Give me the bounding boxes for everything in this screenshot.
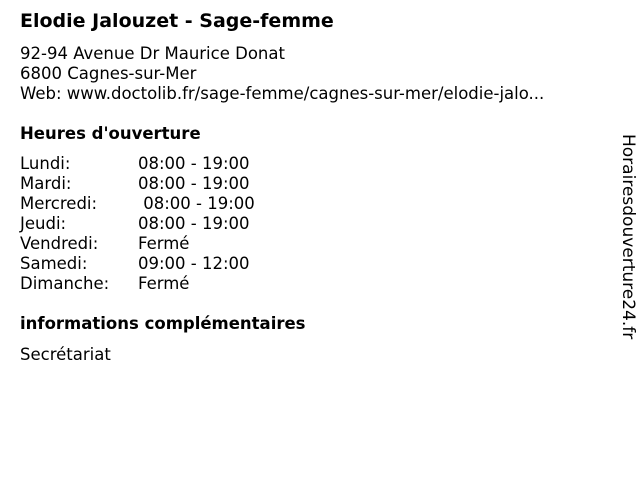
hours-row-dimanche [20,274,255,294]
address-street: 92-94 Avenue Dr Maurice Donat [20,44,285,63]
day-label: Vendredi: [20,234,99,253]
hours-row-vendredi [20,234,255,254]
additional-info-heading: informations complémentaires [20,314,306,333]
day-hours: 09:00 - 12:00 [138,254,250,273]
hours-row-jeudi [20,214,255,234]
day-hours: 08:00 - 19:00 [138,194,255,213]
page-title: Elodie Jalouzet - Sage-femme [20,10,334,32]
day-label: Mercredi: [20,194,98,213]
day-hours: 08:00 - 19:00 [138,214,250,233]
day-label: Jeudi: [20,214,67,233]
hours-row-mercredi [20,194,255,214]
opening-hours-list [20,154,255,294]
hours-row-lundi [20,154,255,174]
address-city: 6800 Cagnes-sur-Mer [20,64,197,83]
day-hours: 08:00 - 19:00 [138,154,250,173]
opening-hours-heading: Heures d'ouverture [20,124,201,143]
address-block [20,44,544,104]
day-hours: Fermé [138,234,190,253]
website-link[interactable]: Web: www.doctolib.fr/sage-femme/cagnes-sur-mer/elodie-jalo... [20,84,545,103]
day-label: Dimanche: [20,274,110,293]
day-hours: Fermé [138,274,190,293]
day-label: Lundi: [20,154,71,173]
additional-info-text: Secrétariat [20,345,111,364]
day-label: Samedi: [20,254,88,273]
hours-row-samedi [20,254,255,274]
site-brand-vertical: Horairesdouverture24.fr [618,134,638,340]
day-hours: 08:00 - 19:00 [138,174,250,193]
day-label: Mardi: [20,174,72,193]
hours-row-mardi [20,174,255,194]
